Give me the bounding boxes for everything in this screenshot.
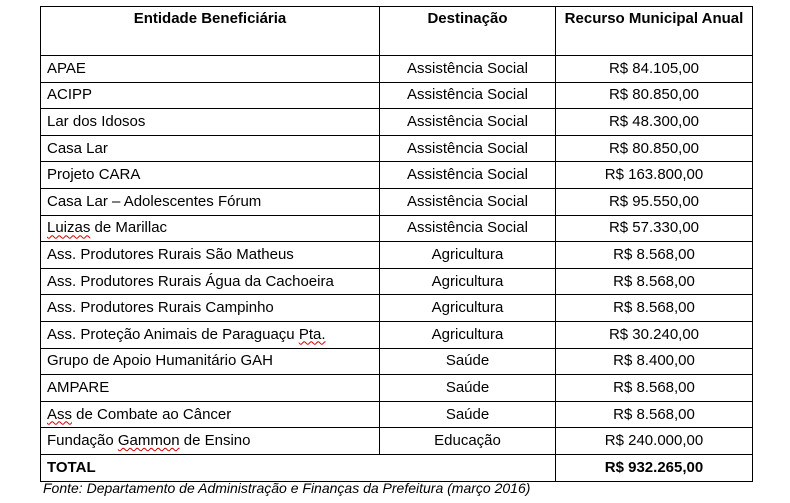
table-row bbox=[41, 401, 753, 428]
cell-destinacao: Saúde bbox=[380, 375, 556, 402]
entidade-spellcheck-word: Luizas bbox=[47, 219, 91, 237]
cell-recurso: R$ 8.568,00 bbox=[556, 242, 753, 269]
cell-recurso: R$ 57.330,00 bbox=[556, 215, 753, 242]
table-row bbox=[41, 109, 753, 136]
entidade-spellcheck-word: Ass bbox=[47, 405, 73, 423]
table-row bbox=[41, 162, 753, 189]
total-label: TOTAL bbox=[41, 454, 556, 481]
entidade-text: Fundação bbox=[47, 432, 118, 450]
cell-recurso: R$ 30.240,00 bbox=[556, 321, 753, 348]
cell-recurso: R$ 8.568,00 bbox=[556, 375, 753, 402]
cell-entidade bbox=[41, 401, 380, 428]
table-row bbox=[41, 56, 753, 83]
cell-recurso: R$ 95.550,00 bbox=[556, 188, 753, 215]
cell-recurso: R$ 8.568,00 bbox=[556, 295, 753, 322]
table-row bbox=[41, 295, 753, 322]
cell-entidade: Lar dos Idosos bbox=[41, 109, 380, 136]
header-recurso: Recurso Municipal Anual bbox=[556, 7, 753, 56]
cell-entidade: Ass. Produtores Rurais Campinho bbox=[41, 295, 380, 322]
cell-entidade: Casa Lar bbox=[41, 135, 380, 162]
cell-recurso: R$ 163.800,00 bbox=[556, 162, 753, 189]
cell-destinacao: Agricultura bbox=[380, 295, 556, 322]
entidade-text: de Combate ao Câncer bbox=[72, 405, 232, 423]
beneficiaries-table bbox=[40, 6, 753, 482]
table-header-row bbox=[41, 7, 753, 56]
table-row bbox=[41, 375, 753, 402]
cell-recurso: R$ 84.105,00 bbox=[556, 56, 753, 83]
table-row bbox=[41, 188, 753, 215]
cell-destinacao: Agricultura bbox=[380, 321, 556, 348]
cell-entidade: Casa Lar – Adolescentes Fórum bbox=[41, 188, 380, 215]
table-row bbox=[41, 215, 753, 242]
cell-destinacao: Assistência Social bbox=[380, 82, 556, 109]
table-row bbox=[41, 242, 753, 269]
cell-destinacao: Assistência Social bbox=[380, 109, 556, 136]
cell-entidade: APAE bbox=[41, 56, 380, 83]
cell-destinacao: Assistência Social bbox=[380, 162, 556, 189]
total-row bbox=[41, 454, 753, 481]
cell-recurso: R$ 240.000,00 bbox=[556, 428, 753, 455]
header-entidade: Entidade Beneficiária bbox=[41, 7, 380, 56]
cell-destinacao: Agricultura bbox=[380, 268, 556, 295]
cell-entidade: Grupo de Apoio Humanitário GAH bbox=[41, 348, 380, 375]
entidade-text: de Ensino bbox=[179, 432, 251, 450]
entidade-text: Ass. Proteção Animais de Paraguaçu bbox=[47, 325, 299, 343]
cell-entidade: Ass. Produtores Rurais Água da Cachoeira bbox=[41, 268, 380, 295]
entidade-spellcheck-word: Pta. bbox=[298, 325, 326, 343]
cell-entidade: AMPARE bbox=[41, 375, 380, 402]
cell-destinacao: Assistência Social bbox=[380, 56, 556, 83]
cell-destinacao: Assistência Social bbox=[380, 188, 556, 215]
cell-destinacao: Saúde bbox=[380, 348, 556, 375]
cell-recurso: R$ 48.300,00 bbox=[556, 109, 753, 136]
table-row bbox=[41, 135, 753, 162]
table-row bbox=[41, 321, 753, 348]
table-row bbox=[41, 82, 753, 109]
cell-entidade bbox=[41, 321, 380, 348]
total-value: R$ 932.265,00 bbox=[556, 454, 753, 481]
header-destinacao: Destinação bbox=[380, 7, 556, 56]
cell-entidade: Ass. Produtores Rurais São Matheus bbox=[41, 242, 380, 269]
cell-entidade: ACIPP bbox=[41, 82, 380, 109]
source-note: Fonte: Departamento de Administração e Finanças da Prefeitura (março 2016) bbox=[43, 480, 531, 496]
table-row bbox=[41, 268, 753, 295]
cell-recurso: R$ 8.568,00 bbox=[556, 268, 753, 295]
cell-entidade: Projeto CARA bbox=[41, 162, 380, 189]
cell-recurso: R$ 80.850,00 bbox=[556, 135, 753, 162]
cell-recurso: R$ 80.850,00 bbox=[556, 82, 753, 109]
cell-destinacao: Saúde bbox=[380, 401, 556, 428]
entidade-spellcheck-word: Gammon bbox=[117, 432, 180, 450]
entidade-text: de Marillac bbox=[90, 219, 168, 237]
cell-destinacao: Educação bbox=[380, 428, 556, 455]
cell-destinacao: Assistência Social bbox=[380, 135, 556, 162]
cell-recurso: R$ 8.400,00 bbox=[556, 348, 753, 375]
cell-entidade bbox=[41, 428, 380, 455]
table-row bbox=[41, 428, 753, 455]
cell-destinacao: Agricultura bbox=[380, 242, 556, 269]
cell-destinacao: Assistência Social bbox=[380, 215, 556, 242]
table-row bbox=[41, 348, 753, 375]
cell-entidade bbox=[41, 215, 380, 242]
cell-recurso: R$ 8.568,00 bbox=[556, 401, 753, 428]
